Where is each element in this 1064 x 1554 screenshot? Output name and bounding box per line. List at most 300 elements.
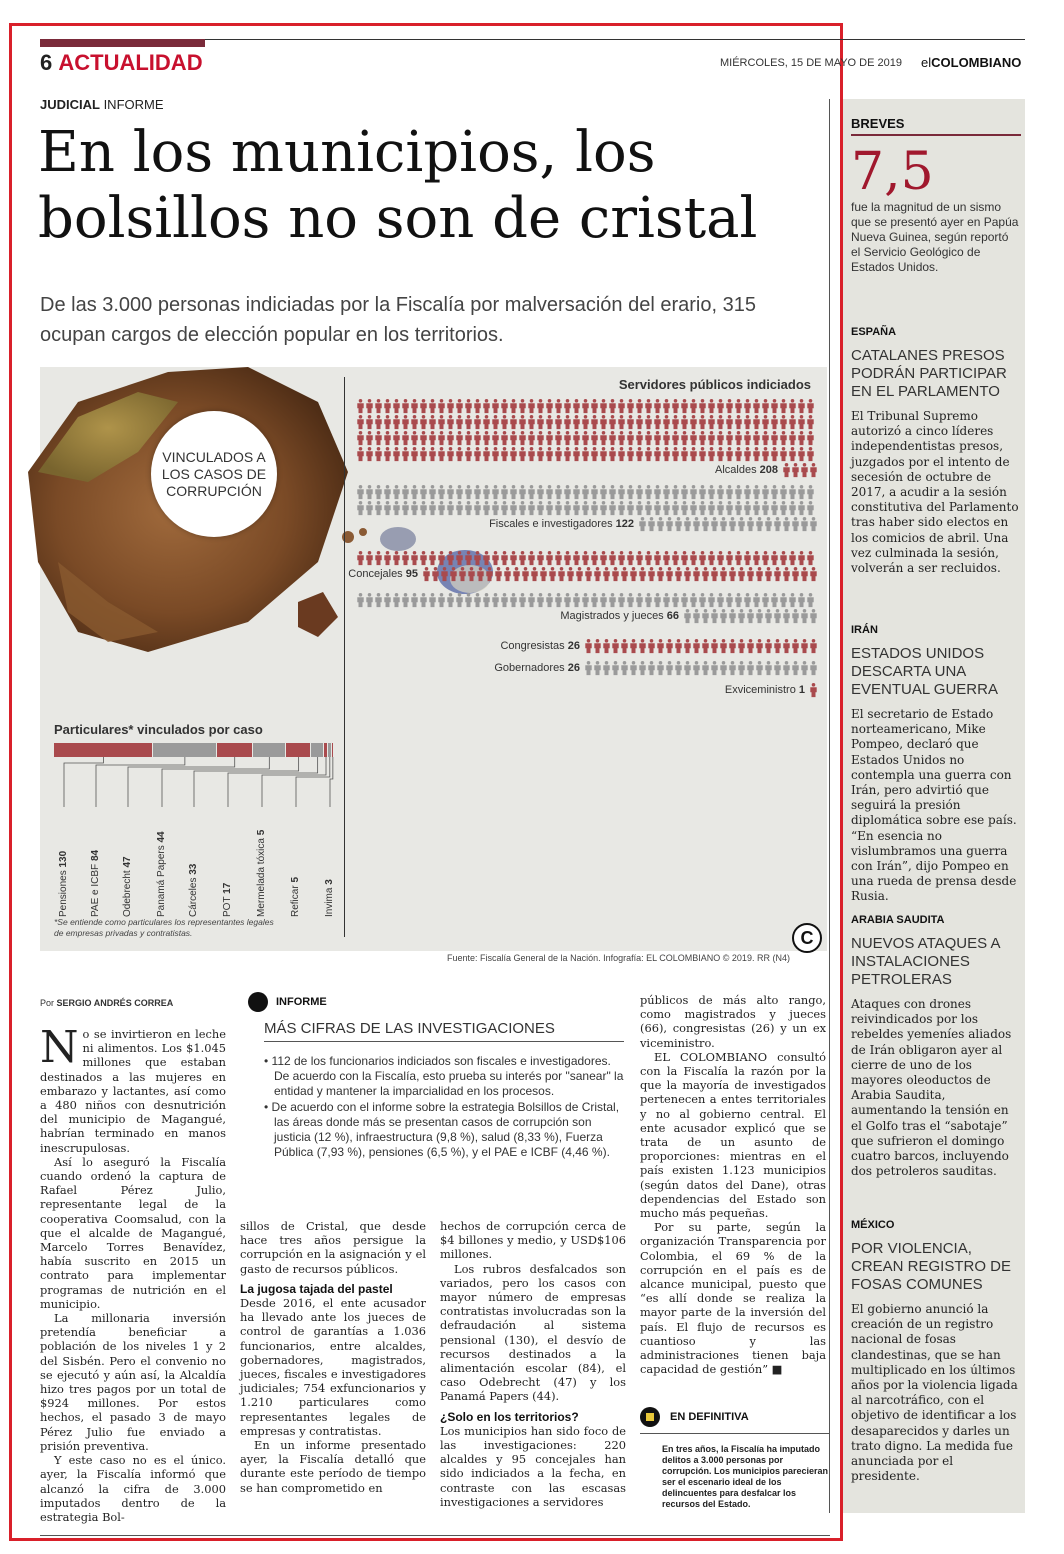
person-icon xyxy=(792,567,798,581)
person-icon xyxy=(744,593,750,607)
paragraph: Y este caso no es el único. ayer, la Fiscalía informó que alcanzó la cifra de 3.000 imputados dentro de la estrategia Bol- xyxy=(40,1453,226,1524)
person-icon xyxy=(447,551,453,565)
person-icon xyxy=(645,447,651,461)
person-icon xyxy=(375,485,381,499)
person-icon xyxy=(564,551,570,565)
person-icon xyxy=(756,661,762,675)
person-icon xyxy=(429,399,435,413)
person-icon xyxy=(753,447,759,461)
person-icon xyxy=(357,551,363,565)
person-icon xyxy=(384,431,390,445)
person-icon xyxy=(528,447,534,461)
person-icon xyxy=(555,485,561,499)
infographic xyxy=(40,367,827,951)
bullet-text: 112 de los funcionarios indiciados son fiscales e investigadores. De acuerdo con la Fiscalía, esto prueba su interés por "sanear" la entidad y mantener la imparcialidad en los procesos. xyxy=(271,1054,624,1098)
person-icon xyxy=(519,415,525,429)
people-group-label: Fiscales e investigadores 122 xyxy=(489,518,634,530)
person-icon xyxy=(789,431,795,445)
person-icon xyxy=(537,485,543,499)
person-icon xyxy=(447,485,453,499)
person-icon xyxy=(519,501,525,515)
person-icon xyxy=(450,567,456,581)
person-icon xyxy=(600,415,606,429)
person-icon xyxy=(465,415,471,429)
person-icon xyxy=(717,447,723,461)
body-column-3 xyxy=(440,1219,626,1509)
person-icon xyxy=(420,485,426,499)
person-icon xyxy=(630,567,636,581)
person-icon xyxy=(474,501,480,515)
person-icon xyxy=(402,399,408,413)
person-icon xyxy=(564,447,570,461)
person-icon xyxy=(510,485,516,499)
person-icon xyxy=(609,485,615,499)
person-icon xyxy=(528,415,534,429)
person-icon xyxy=(474,485,480,499)
person-icon xyxy=(780,447,786,461)
person-icon xyxy=(636,447,642,461)
person-icon xyxy=(720,639,726,653)
person-icon xyxy=(762,415,768,429)
person-icon xyxy=(690,447,696,461)
person-icon xyxy=(765,639,771,653)
paragraph: Los rubros desfalcados son variados, pero los casos con mayor número de empresas contratistas involucradas son la defraudación al sistema pensional (130), el desvío de recursos destinados a la alimentación escolar (84), el caso Odebrecht (47) y los Panamá Papers (44). xyxy=(440,1261,626,1404)
person-icon xyxy=(582,431,588,445)
person-icon xyxy=(807,431,813,445)
person-icon xyxy=(801,463,807,477)
person-icon xyxy=(771,447,777,461)
person-icon xyxy=(684,639,690,653)
person-icon xyxy=(690,593,696,607)
person-icon xyxy=(564,431,570,445)
paragraph: hechos de corrupción cerca de $4 billones y medio, y USD$106 millones. xyxy=(440,1219,626,1262)
person-icon xyxy=(654,551,660,565)
person-icon xyxy=(690,551,696,565)
brief-item xyxy=(851,914,1021,1179)
person-icon xyxy=(510,501,516,515)
person-icon xyxy=(618,551,624,565)
person-icon xyxy=(657,517,663,531)
person-icon xyxy=(747,517,753,531)
person-icon xyxy=(456,431,462,445)
person-icon xyxy=(510,593,516,607)
person-icon xyxy=(375,431,381,445)
person-icon xyxy=(762,431,768,445)
person-icon xyxy=(639,517,645,531)
person-icon xyxy=(591,593,597,607)
person-icon xyxy=(702,639,708,653)
person-icon xyxy=(465,447,471,461)
person-icon xyxy=(519,447,525,461)
paragraph: La millonaria inversión pretendía beneficiar a población de los niveles 1 y 2 del Sisbén. Pero el convenio no se ejecutó y aún así, la Alcaldía hizo tres pagos por un total de $924 millones. Por estos hechos, el pasado 3 de mayo Pérez Julio fue enviado a prisión preventiva. xyxy=(40,1311,226,1453)
person-icon xyxy=(708,447,714,461)
person-icon xyxy=(573,399,579,413)
person-icon xyxy=(753,501,759,515)
person-icon xyxy=(582,399,588,413)
person-icon xyxy=(627,447,633,461)
person-icon xyxy=(792,463,798,477)
person-icon xyxy=(726,447,732,461)
paragraph: EL COLOMBIANO consultó con la Fiscalía la razón por la que la mayoría de investigados pertenecen a entes territoriales y no al gobierno central. El ente acusador explicó que se trata de un asunto de proporciones: mientras en el país existen 1.123 municipios (según datos del Dane), otras dependencias del Estado son mucho más pequeñas. xyxy=(640,1049,826,1221)
brief-item xyxy=(851,326,1021,576)
publisher-logo: C xyxy=(792,923,822,953)
person-icon xyxy=(762,485,768,499)
person-icon xyxy=(717,551,723,565)
person-icon xyxy=(708,551,714,565)
person-icon xyxy=(366,399,372,413)
person-icon xyxy=(747,609,753,623)
person-icon xyxy=(810,609,816,623)
person-icon xyxy=(663,415,669,429)
person-icon xyxy=(546,399,552,413)
person-icon xyxy=(609,501,615,515)
person-icon xyxy=(636,501,642,515)
person-icon xyxy=(357,485,363,499)
person-icon xyxy=(762,447,768,461)
person-icon xyxy=(801,609,807,623)
person-icon xyxy=(546,501,552,515)
person-icon xyxy=(756,517,762,531)
particulares-segment xyxy=(54,743,153,757)
person-icon xyxy=(519,399,525,413)
person-icon xyxy=(735,399,741,413)
person-icon xyxy=(429,447,435,461)
particulares-label: Reficar 5 xyxy=(290,876,301,917)
person-icon xyxy=(366,593,372,607)
person-icon xyxy=(627,501,633,515)
section-name: ACTUALIDAD xyxy=(58,50,203,75)
person-icon xyxy=(717,501,723,515)
person-icon xyxy=(681,551,687,565)
person-icon xyxy=(636,551,642,565)
person-icon xyxy=(672,431,678,445)
breves-sidebar xyxy=(843,99,1025,1513)
person-icon xyxy=(654,415,660,429)
person-icon xyxy=(486,567,492,581)
person-icon xyxy=(630,661,636,675)
person-icon xyxy=(744,447,750,461)
person-icon xyxy=(555,415,561,429)
person-icon xyxy=(639,639,645,653)
person-icon xyxy=(603,567,609,581)
person-icon xyxy=(537,447,543,461)
person-icon xyxy=(753,551,759,565)
person-icon xyxy=(774,661,780,675)
person-icon xyxy=(810,683,816,697)
person-icon xyxy=(690,501,696,515)
person-icon xyxy=(780,431,786,445)
person-icon xyxy=(648,639,654,653)
person-icon xyxy=(657,567,663,581)
person-icon xyxy=(582,485,588,499)
person-icon xyxy=(357,593,363,607)
person-icon xyxy=(735,501,741,515)
person-icon xyxy=(609,415,615,429)
person-icon xyxy=(654,399,660,413)
person-icon xyxy=(501,399,507,413)
person-icon xyxy=(726,415,732,429)
person-icon xyxy=(366,501,372,515)
person-icon xyxy=(666,517,672,531)
brief-body: Ataques con drones reivindicados por los rebeldes yemeníes aliados de Irán obligaron ayer al cierre de uno de los mayores oleoductos de Arabia Saudita, aumentando la tensión en el Golfo tras el “sabotaje” que sufrieron el domingo cuatro barcos, incluyendo dos petroleros sauditas. xyxy=(851,997,1012,1179)
person-icon xyxy=(600,551,606,565)
person-icon xyxy=(702,609,708,623)
person-icon xyxy=(528,399,534,413)
person-icon xyxy=(600,447,606,461)
person-icon xyxy=(654,447,660,461)
kicker-rest: INFORME xyxy=(99,97,164,112)
person-icon xyxy=(564,593,570,607)
person-icon xyxy=(807,551,813,565)
person-icon xyxy=(747,639,753,653)
person-icon xyxy=(663,447,669,461)
person-icon xyxy=(384,415,390,429)
person-icon xyxy=(438,415,444,429)
person-icon xyxy=(537,399,543,413)
person-icon xyxy=(474,551,480,565)
person-icon xyxy=(546,485,552,499)
person-icon xyxy=(618,593,624,607)
person-icon xyxy=(375,501,381,515)
paragraph: públicos de más alto rango, como magistrados y jueces (66), congresistas (26) y un ex viceministro. xyxy=(640,993,826,1050)
servidores-title: Servidores públicos indiciados xyxy=(618,377,811,392)
person-icon xyxy=(726,431,732,445)
person-icon xyxy=(492,431,498,445)
people-group-label: Congresistas 26 xyxy=(500,640,580,652)
person-icon xyxy=(501,415,507,429)
person-icon xyxy=(576,567,582,581)
person-icon xyxy=(402,431,408,445)
person-icon xyxy=(645,501,651,515)
person-icon xyxy=(555,501,561,515)
person-icon xyxy=(726,501,732,515)
person-icon xyxy=(438,431,444,445)
person-icon xyxy=(477,567,483,581)
particulares-segment xyxy=(153,743,217,757)
person-icon xyxy=(612,661,618,675)
person-icon xyxy=(666,567,672,581)
person-icon xyxy=(519,593,525,607)
person-icon xyxy=(474,593,480,607)
person-icon xyxy=(573,485,579,499)
person-icon xyxy=(537,431,543,445)
particulares-stacked-bar xyxy=(54,743,334,757)
person-icon xyxy=(402,593,408,607)
person-icon xyxy=(555,399,561,413)
person-icon xyxy=(603,661,609,675)
person-icon xyxy=(735,485,741,499)
person-icon xyxy=(636,399,642,413)
person-icon xyxy=(600,593,606,607)
person-icon xyxy=(384,399,390,413)
person-icon xyxy=(438,485,444,499)
people-group-label: Alcaldes 208 xyxy=(715,464,778,476)
person-icon xyxy=(456,485,462,499)
person-icon xyxy=(357,415,363,429)
paragraph: En un informe presentado ayer, la Fiscalía detalló que durante este período de tiempo se han comprometido en xyxy=(240,1438,426,1495)
person-icon xyxy=(690,399,696,413)
person-icon xyxy=(699,447,705,461)
person-icon xyxy=(717,431,723,445)
person-icon xyxy=(663,551,669,565)
person-icon xyxy=(513,567,519,581)
person-icon xyxy=(456,399,462,413)
person-icon xyxy=(693,517,699,531)
person-icon xyxy=(591,431,597,445)
person-icon xyxy=(402,415,408,429)
person-icon xyxy=(609,551,615,565)
person-icon xyxy=(720,609,726,623)
person-icon xyxy=(648,517,654,531)
person-icon xyxy=(756,639,762,653)
person-icon xyxy=(429,501,435,515)
person-icon xyxy=(555,593,561,607)
particulares-label: POT 17 xyxy=(222,882,233,917)
person-icon xyxy=(564,415,570,429)
person-icon xyxy=(594,661,600,675)
person-icon xyxy=(411,593,417,607)
page-number: 6 xyxy=(40,50,53,75)
person-icon xyxy=(672,399,678,413)
person-icon xyxy=(501,501,507,515)
person-icon xyxy=(783,661,789,675)
person-icon xyxy=(609,431,615,445)
person-icon xyxy=(420,551,426,565)
person-icon xyxy=(771,431,777,445)
person-icon xyxy=(384,485,390,499)
person-icon xyxy=(783,567,789,581)
person-icon xyxy=(618,447,624,461)
brand-prefix: el xyxy=(921,55,932,70)
person-icon xyxy=(402,501,408,515)
person-icon xyxy=(717,593,723,607)
informe-list xyxy=(264,1054,624,1161)
subheadline: De las 3.000 personas indiciadas por la Fiscalía por malversación del erario, 315 ocupan cargos de elección popular en los territorios. xyxy=(40,294,756,346)
particulares-label: Invima 3 xyxy=(324,879,335,917)
person-icon xyxy=(447,431,453,445)
person-icon xyxy=(708,501,714,515)
paragraph: Por su parte, según la organización Transparencia por Colombia, el 69 % de la corrupción en el país es de alcance municipal, puesto que “es allí donde se realiza la mayor parte de la inversión del país. El flujo de recursos es cuantioso y las administraciones tienen baja capacidad de gestión” ■ xyxy=(640,1220,826,1377)
person-icon xyxy=(612,639,618,653)
person-icon xyxy=(459,567,465,581)
newspaper-brand xyxy=(921,55,1021,70)
person-icon xyxy=(630,639,636,653)
person-icon xyxy=(753,593,759,607)
person-icon xyxy=(600,399,606,413)
person-icon xyxy=(699,501,705,515)
person-icon xyxy=(600,501,606,515)
person-icon xyxy=(807,501,813,515)
person-icon xyxy=(771,593,777,607)
person-icon xyxy=(663,431,669,445)
person-icon xyxy=(627,431,633,445)
person-icon xyxy=(528,485,534,499)
person-icon xyxy=(666,661,672,675)
person-icon xyxy=(420,593,426,607)
person-icon xyxy=(483,399,489,413)
person-icon xyxy=(753,399,759,413)
person-icon xyxy=(735,447,741,461)
person-icon xyxy=(699,593,705,607)
person-icon xyxy=(609,399,615,413)
person-icon xyxy=(789,501,795,515)
person-icon xyxy=(681,593,687,607)
person-icon xyxy=(492,485,498,499)
people-pictogram-chart xyxy=(356,397,818,927)
person-icon xyxy=(792,609,798,623)
person-icon xyxy=(672,447,678,461)
person-icon xyxy=(729,661,735,675)
person-icon xyxy=(693,661,699,675)
person-icon xyxy=(771,485,777,499)
person-icon xyxy=(810,463,816,477)
person-icon xyxy=(537,551,543,565)
person-icon xyxy=(672,551,678,565)
person-icon xyxy=(708,399,714,413)
person-icon xyxy=(789,399,795,413)
person-icon xyxy=(621,567,627,581)
person-icon xyxy=(555,447,561,461)
person-icon xyxy=(792,639,798,653)
person-icon xyxy=(582,415,588,429)
people-group-label: Gobernadores 26 xyxy=(494,662,580,674)
brief-item xyxy=(851,1219,1021,1484)
paragraph: Así lo aseguró la Fiscalía cuando ordenó la captura de Rafael Pérez Julio, representante legal de la cooperativa Coomsalud, con la que el alcalde de Magangué, Marcelo Torres Benavídez, había suscrito en 2015 un contrato para implementar programas de nutrición en el municipio. xyxy=(40,1154,226,1311)
en-definitiva-text: En tres años, la Fiscalía ha imputado delitos a 3.000 personas por corrupción. Los municipios parecieran ser el escenario ideal de los delincuentes para desfalcar los recursos del Estado. xyxy=(662,1444,829,1509)
person-icon xyxy=(801,661,807,675)
person-icon xyxy=(771,415,777,429)
person-icon xyxy=(708,593,714,607)
person-icon xyxy=(621,661,627,675)
person-icon xyxy=(438,551,444,565)
person-icon xyxy=(618,485,624,499)
person-icon xyxy=(429,431,435,445)
person-icon xyxy=(645,593,651,607)
person-icon xyxy=(789,415,795,429)
person-icon xyxy=(495,567,501,581)
person-icon xyxy=(531,567,537,581)
person-icon xyxy=(546,593,552,607)
person-icon xyxy=(798,415,804,429)
person-icon xyxy=(492,399,498,413)
person-icon xyxy=(744,431,750,445)
paragraph: sillos de Cristal, que desde hace tres años persigue la corrupción en la asignación y el gasto de recursos públicos. xyxy=(240,1219,426,1276)
person-icon xyxy=(546,415,552,429)
person-icon xyxy=(672,415,678,429)
person-icon xyxy=(549,567,555,581)
person-icon xyxy=(765,661,771,675)
person-icon xyxy=(798,501,804,515)
bullet-text: De acuerdo con el informe sobre la estrategia Bolsillos de Cristal, las áreas donde más se presentan casos de corrupción son justicia (12 %), infraestructura (9,8 %), salud (8,33 %), Fuerza Pública (7,93 %), pensiones (6,5 %), y el PAE e ICBF (4,46 %). xyxy=(271,1100,620,1159)
person-icon xyxy=(684,609,690,623)
person-icon xyxy=(780,501,786,515)
person-icon xyxy=(465,551,471,565)
person-icon xyxy=(465,501,471,515)
person-icon xyxy=(492,415,498,429)
person-icon xyxy=(510,447,516,461)
person-icon xyxy=(654,485,660,499)
person-icon xyxy=(447,399,453,413)
person-icon xyxy=(684,567,690,581)
person-icon xyxy=(429,551,435,565)
person-icon xyxy=(483,593,489,607)
person-icon xyxy=(690,431,696,445)
headline: En los municipios, los bolsillos no son de cristal xyxy=(38,120,758,251)
list-item: • 112 de los funcionarios indiciados son fiscales e investigadores. De acuerdo con la Fiscalía, esto prueba su interés por "sanear" la entidad y mantener la imparcialidad en los procesos. xyxy=(264,1054,624,1098)
en-definitiva-box xyxy=(640,1407,830,1531)
drop-cap: N xyxy=(40,1022,79,1073)
person-icon xyxy=(771,399,777,413)
